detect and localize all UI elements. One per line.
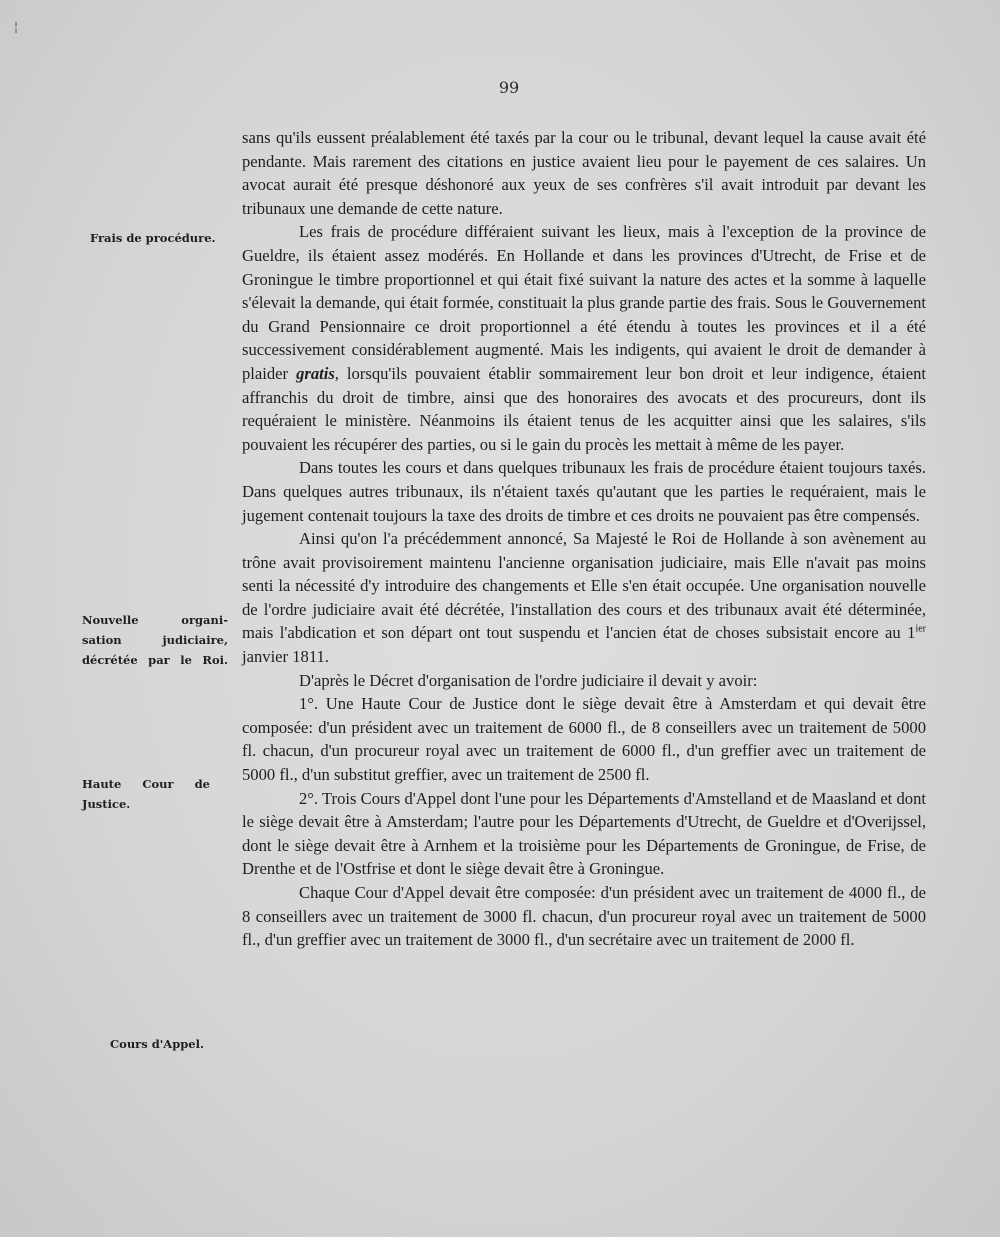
margin-note-line: Haute Cour de [82,777,210,791]
page-number: 99 [498,78,520,97]
paragraph: sans qu'ils eussent préalablement été taxés par la cour ou le tribunal, devant lequel la cause avait été pendante. Mais rarement des citations en justice avaient lieu pour le payement de ces salaires. Un avocat aurait été presque déshonoré aux yeux de ses confrères s'il avait introduit par devant les tribunaux une demande de cette nature. [242,128,926,218]
paragraph [242,692,926,786]
margin-note-line: Justice. [82,797,131,811]
margin-note-frais-de-procedure: Frais de procédure. [90,231,216,245]
margin-note-nouvelle-organisation [82,610,228,670]
paragraph: D'après le Décret d'organisation de l'ordre judiciaire il devait y avoir: [299,670,758,690]
text-run: Ainsi qu'on l'a précédemment annoncé, Sa Majesté le Roi de Hollande à son avènement au trône avait provisoirement maintenu l'ancienne organisation judiciaire, mais Elle n'avait pas moins senti la nécessité d'y introduire des changements et Elle s'en était occupée. Une organisation nouvelle de l'ordre judiciaire avait été décrétée, l'installation des cours et des tribunaux avait été déterminée, mais l'abdication et son départ ont tout suspendu et l'ancien état de choses subsistait encore au 1 [242,529,926,643]
text-run: Trois Cours d'Appel dont l'une pour les Départements d'Amstelland et de Maasland et dont le siège devait être à Amsterdam; l'autre pour les Départements d'Utrecht, de Gueldre et d'Overijssel, dont le siège devait être à Arnhem et la troisième pour les Départements de Groningue, de Frise, de Drenthe et de l'Ostfrise et dont le siège devait être à Groningue. [242,788,926,879]
paragraph: Dans toutes les cours et dans quelques tribunaux les frais de procédure étaient toujours taxés. Dans quelques autres tribunaux, ils n'étaient taxés qu'autant que les parties le requéraient, mais le jugement contenait toujours la taxe des droits de timbre et ces droits ne pouvaient pas être compensés. [242,458,926,525]
article-number: 1°. [299,694,319,714]
article-number: 2°. [299,788,319,808]
text-run: janvier 1811. [242,647,329,667]
text-run: Les frais de procédure différaient suivant les lieux, mais à l'exception de la province de Gueldre, ils étaient assez modérés. En Hollande et dans les provinces d'Utrecht, de Frise et de Groningue le timbre proportionnel et qui était fixé suivant la nature des actes et la somme à laquelle s'élevait la demande, qui était formée, constituait la plus grande partie des frais. Sous le Gouvernement du Grand Pensionnaire ce droit proportionnel a été étendu à toutes les provinces et il a été successivement considérablement augmenté. Mais les indigents, qui avaient le droit de demander à plaider [242,222,926,383]
paragraph [242,787,926,881]
italic-word: gratis [296,363,335,383]
paragraph: Chaque Cour d'Appel devait être composée: d'un président avec un traitement de 4000 fl., de 8 conseillers avec un traitement de 3000 fl. chacun, d'un procureur royal avec un traitement de 5000 fl., d'un greffier avec un traitement de 3000 fl., d'un secrétaire avec un traitement de 2000 fl. [242,883,926,950]
margin-note-line: sation judiciaire, [82,633,228,647]
text-run: Une Haute Cour de Justice dont le siège devait être à Amsterdam et qui devait être composée: d'un président avec un traitement de 6000 fl., de 8 conseillers avec un traitement de 5000 fl. chacun, d'un procureur royal avec un traitement de 6000 fl., d'un greffier avec un traitement de 5000 fl., d'un substitut greffier, avec un traitement de 2500 fl. [242,694,926,785]
margin-note-line: décrétée par le Roi. [82,653,228,667]
paragraph [242,220,926,456]
superscript: ier [915,623,926,635]
main-text-column [242,126,926,952]
page-edge-mark: ¦ [14,20,19,34]
margin-note-haute-cour [82,774,210,814]
margin-note-line: Nouvelle organi- [82,613,228,627]
paragraph [242,527,926,669]
margin-note-cours-d-appel: Cours d'Appel. [110,1037,204,1051]
text-run: , lorsqu'ils pouvaient établir sommairement leur bon droit et leur indigence, étaient affranchis du droit de timbre, ainsi que des honoraires des avocats et des procureurs, dont ils requéraient le ministère. Néanmoins ils étaient tenus de les acquitter ainsi que les salaires, s'ils pouvaient les récupérer des parties, ou si le gain du procès les mettait à même de les payer. [242,363,926,454]
